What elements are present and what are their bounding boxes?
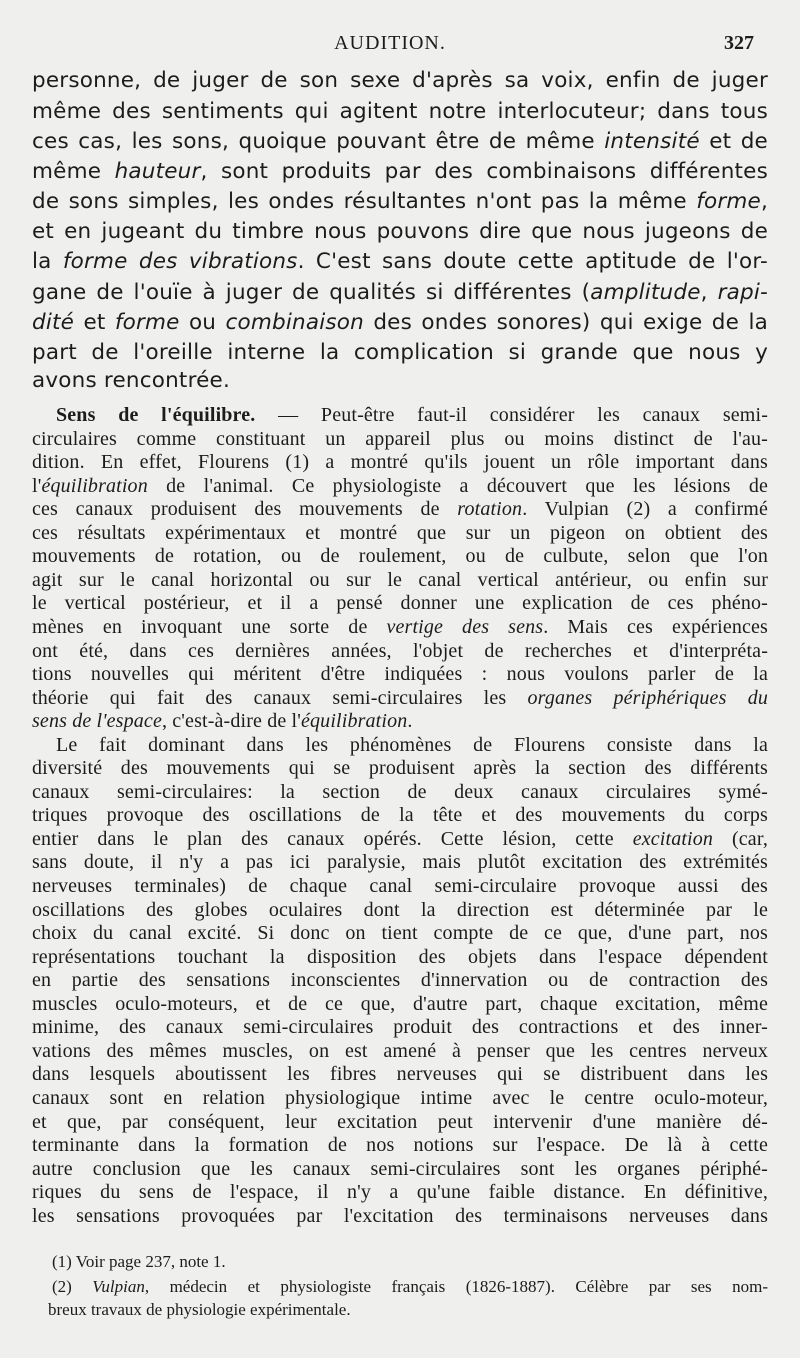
body-line: agit sur le canal horizontal ou sur le canal vertical antérieur, ou enfin sur [32,569,768,591]
body-line: sens de l'espace, c'est-à-dire de l'équilibration. [32,710,413,732]
body-line: riques du sens de l'espace, il n'y a qu'une faible distance. En définitive, [32,1181,768,1203]
body-line: terminante dans la formation de nos notions sur l'espace. De là à cette [32,1134,768,1156]
lead-line: ces cas, les sons, quoique pouvant être de même intensité et de [32,129,768,154]
running-title: AUDITION. [334,32,446,54]
body-line: vations des mêmes muscles, on est amené à penser que les centres nerveux [32,1040,768,1062]
body-line: triques provoque des oscillations de la tête et des mouvements du corps [32,804,768,826]
body-line: l'équilibration de l'animal. Ce physiologiste a découvert que les lésions de [32,475,768,497]
body-line: sans doute, il n'y a pas ici paralysie, mais plutôt excitation des extrémités [32,851,768,873]
lead-line: même des sentiments qui agitent notre interlocuteur; dans tous [32,99,768,124]
body-line: canaux semi-circulaires: la section de deux canaux circulaires symé- [32,781,768,803]
body-line: dans lesquels aboutissent les fibres nerveuses qui se distribuent dans les [32,1063,768,1085]
footnote-line: breux travaux de physiologie expérimentale. [48,1300,351,1319]
footnote-line: (2) Vulpian, médecin et physiologiste français (1826-1887). Célèbre par ses nom- [52,1277,768,1296]
body-line: Le fait dominant dans les phénomènes de Flourens consiste dans la [56,734,768,756]
page-number: 327 [724,32,754,54]
lead-line: gane de l'ouïe à juger de qualités si différentes (amplitude, rapi- [32,280,768,305]
lead-line: avons rencontrée. [32,368,231,393]
lead-line: part de l'oreille interne la complication si grande que nous y [32,340,768,365]
body-line: autre conclusion que les canaux semi-circulaires sont les organes périphé- [32,1158,768,1180]
lead-line: la forme des vibrations. C'est sans doute cette aptitude de l'or- [32,249,768,274]
body-line: circulaires comme constituant un appareil plus ou moins distinct de l'au- [32,428,768,450]
body-line: les sensations provoquées par l'excitation des terminaisons nerveuses dans [32,1205,768,1227]
body-line: nerveuses terminales) de chaque canal semi-circulaire provoque aussi des [32,875,768,897]
lead-line: personne, de juger de son sexe d'après sa voix, enfin de juger [32,68,768,93]
lead-line: dité et forme ou combinaison des ondes sonores) qui exige de la [32,310,768,335]
body-line: théorie qui fait des canaux semi-circulaires les organes périphériques du [32,687,768,709]
body-line: choix du canal excité. Si donc on tient compte de ce que, d'une part, nos [32,922,768,944]
body-line: muscles oculo-moteurs, et de ce que, d'autre part, chaque excitation, même [32,993,768,1015]
body-line: ont été, dans ces dernières années, l'objet de recherches et d'interpréta- [32,640,768,662]
footnote-line: (1) Voir page 237, note 1. [52,1252,226,1271]
body-line: diversité des mouvements qui se produisent après la section des différents [32,757,768,779]
body-line: tions nouvelles qui méritent d'être indiquées : nous voulons parler de la [32,663,768,685]
body-line: canaux sont en relation physiologique intime avec le centre oculo-moteur, [32,1087,768,1109]
lead-line: même hauteur, sont produits par des combinaisons différentes [32,159,768,184]
page-header [0,30,800,58]
body-line: ces résultats expérimentaux et montré que sur un pigeon on obtient des [32,522,768,544]
lead-line: et en jugeant du timbre nous pouvons dire que nous jugeons de [32,219,768,244]
body-line: minime, des canaux semi-circulaires produit des contractions et des inner- [32,1016,768,1038]
body-line: en partie des sensations inconscientes d'innervation ou de contraction des [32,969,768,991]
body-line: et que, par conséquent, leur excitation peut intervenir d'une manière dé- [32,1111,768,1133]
body-line: ces canaux produisent des mouvements de rotation. Vulpian (2) a confirmé [32,498,768,520]
body-line: représentations touchant la disposition des objets dans l'espace dépendent [32,946,768,968]
body-line: oscillations des globes oculaires dont la direction est déterminée par le [32,899,768,921]
section-first-line: Sens de l'équilibre. — Peut-être faut-il considérer les canaux semi- [56,404,769,426]
body-line: mouvements de rotation, ou de roulement, ou de culbute, selon que l'on [32,545,768,567]
body-line: entier dans le plan des canaux opérés. Cette lésion, cette excitation (car, [32,828,768,850]
lead-line: de sons simples, les ondes résultantes n'ont pas la même forme, [32,189,768,214]
body-line: dition. En effet, Flourens (1) a montré qu'ils jouent un rôle important dans [32,451,768,473]
section-heading: Sens de l'équilibre. [56,404,256,426]
body-line: le vertical postérieur, et il a pensé donner une explication de ces phéno- [32,592,768,614]
body-line: mènes en invoquant une sorte de vertige des sens. Mais ces expériences [32,616,768,638]
